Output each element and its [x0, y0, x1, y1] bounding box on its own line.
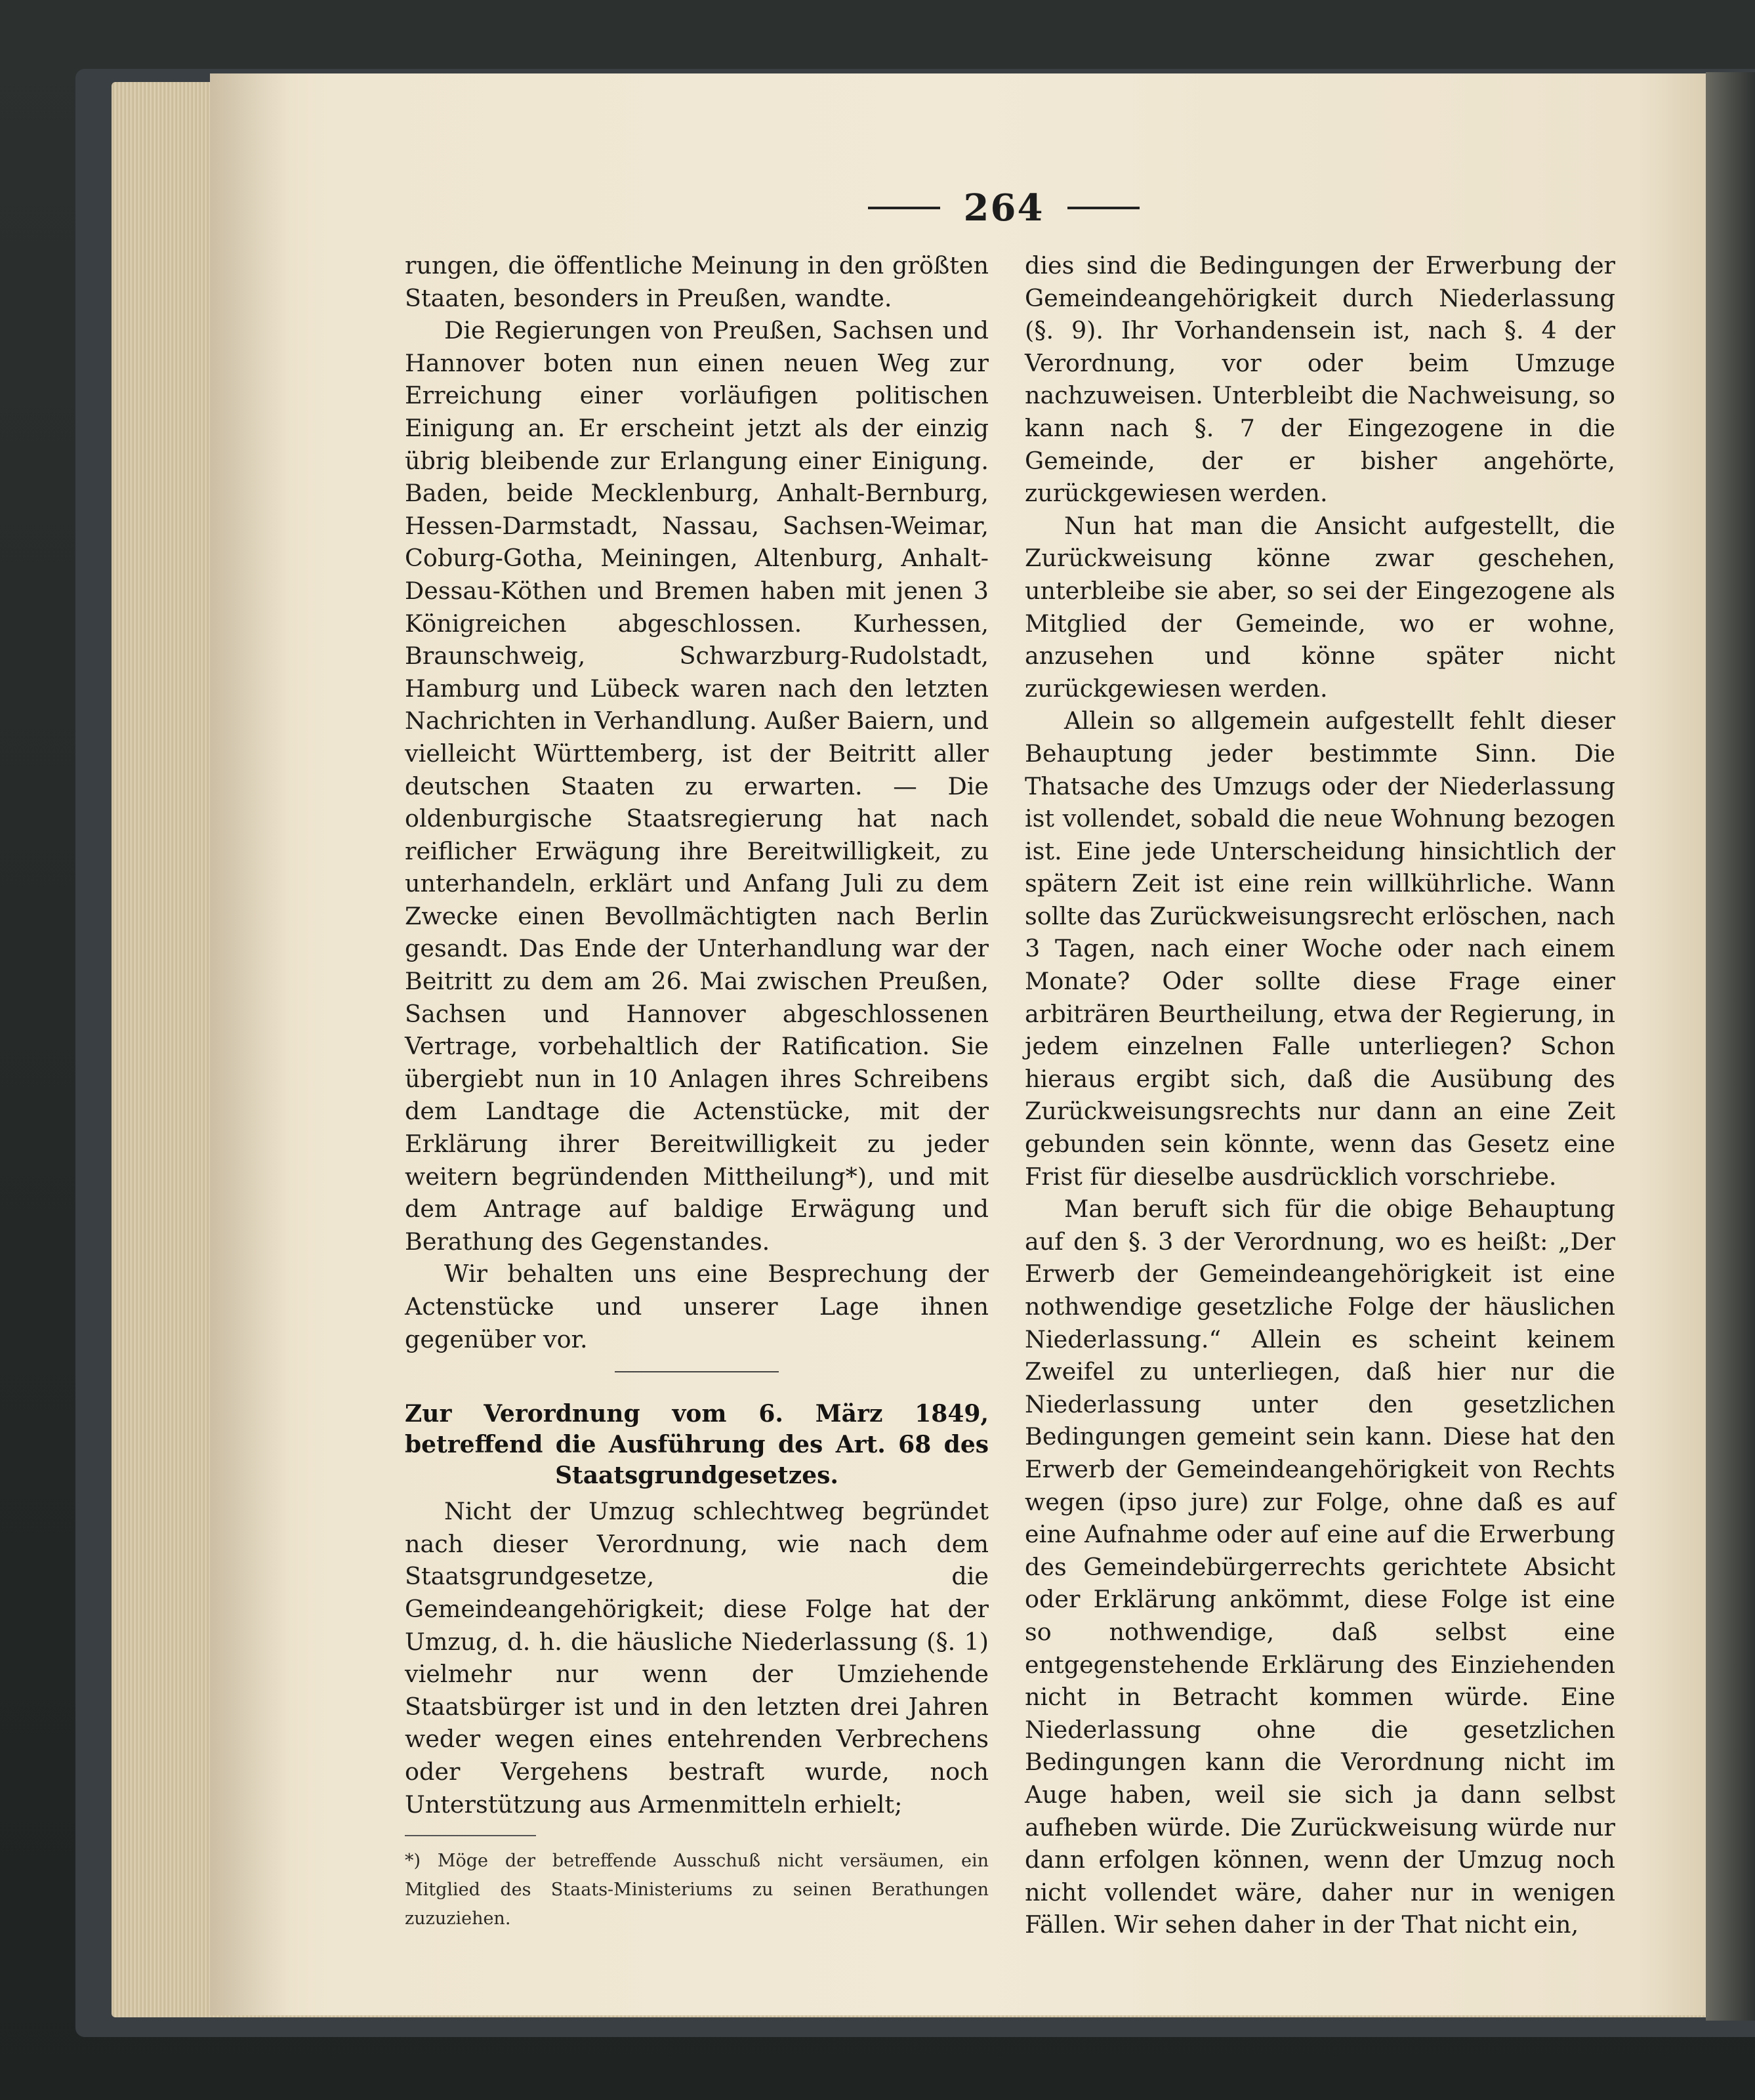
- paragraph: rungen, die öffentliche Meinung in den größten Staaten, besonders in Preußen, wandte.: [405, 251, 989, 312]
- paragraph: Nun hat man die Ansicht aufgestellt, die Zurückweisung könne zwar geschehen, unterbleibe sie aber, so sei der Eingezogene als Mitglied der Gemeinde, wo er wohne, anzusehen und könne später nicht zurückgewiesen werden.: [1025, 511, 1615, 703]
- page-header: [833, 185, 1174, 231]
- right-column: [1025, 249, 1615, 1941]
- section-heading: Zur Verordnung vom 6. März 1849, betreffend die Ausführung des Art. 68 des Staatsgrundgesetzes.: [405, 1400, 989, 1490]
- footnote: *) Möge der betreffende Ausschuß nicht versäumen, ein Mitglied des Staats-Ministeriums zu seinen Berathungen zuzuziehen.: [405, 1851, 989, 1929]
- footnote-divider: [405, 1835, 536, 1836]
- section-divider: [615, 1371, 779, 1372]
- paragraph: dies sind die Bedingungen der Erwerbung der Gemeindeangehörigkeit durch Niederlassung (§. 9). Ihr Vorhandensein ist, nach §. 4 der Verordnung, vor oder beim Umzuge nachzuweisen. Unterbleibt die Nachweisung, so kann nach §. 7 der Eingezogene in die Gemeinde, der er bisher angehörte, zurückgewiesen werden.: [1025, 251, 1615, 508]
- header-dash-right: [1067, 207, 1140, 209]
- paragraph: Wir behalten uns eine Besprechung der Actenstücke und unserer Lage ihnen gegenüber vor.: [405, 1260, 989, 1353]
- paragraph: Die Regierungen von Preußen, Sachsen und Hannover boten nun einen neuen Weg zur Erreichung einer vorläufigen politischen Einigung an. Er erscheint jetzt als der einzig übrig bleibende zur Erlangung einer Einigung. Baden, beide Mecklenburg, Anhalt-Bernburg, Hessen-Darmstadt, Nassau, Sachsen-Weimar, Coburg-Gotha, Meiningen, Altenburg, Anhalt-Dessau-Köthen und Bremen haben mit jenen 3 Königreichen abgeschlossen. Kurhessen, Braunschweig, Schwarzburg-Rudolstadt, Hamburg und Lübeck waren nach den letzten Nachrichten in Verhandlung. Außer Baiern, und vielleicht Württemberg, ist der Beitritt aller deutschen Staaten zu erwarten. — Die oldenburgische Staatsregierung hat nach reiflicher Erwägung ihre Bereitwilligkeit, zu unterhandeln, erklärt und Anfang Juli zu dem Zwecke einen Bevollmächtigten nach Berlin gesandt. Das Ende der Unterhandlung war der Beitritt zu dem am 26. Mai zwischen Preußen, Sachsen und Hannover abgeschlossenen Vertrage, vorbehaltlich der Ratification. Sie übergiebt nun in 10 Anlagen ihres Schreibens dem Landtage die Actenstücke, mit der Erklärung ihrer Bereitwilligkeit zu jeder weitern begründenden Mittheilung*), und mit dem Antrage auf baldige Erwägung und Berathung des Gegenstandes.: [405, 316, 989, 1256]
- page-number: 264: [963, 186, 1044, 230]
- left-column: [405, 249, 989, 1933]
- header-dash-left: [868, 207, 940, 209]
- paragraph: Man beruft sich für die obige Behauptung auf den §. 3 der Verordnung, wo es heißt: „Der Erwerb der Gemeindeangehörigkeit ist eine nothwendige gesetzliche Folge der häuslichen Niederlassung.“ Allein es scheint keinem Zweifel zu unterliegen, daß hier nur die Niederlassung unter den gesetzlichen Bedingungen gemeint sein kann. Diese hat den Erwerb der Gemeindeangehörigkeit von Rechts wegen (ipso jure) zur Folge, ohne daß es auf eine Aufnahme oder auf eine auf die Erwerbung des Gemeindebürgerrechts gerichtete Absicht oder Erklärung ankömmt, diese Folge ist eine so nothwendige, daß selbst eine entgegenstehende Erklärung des Einziehenden nicht in Betracht kommen würde. Eine Niederlassung ohne die gesetzlichen Bedingungen kann die Verordnung nicht im Auge haben, weil sie sich ja dann selbst aufheben würde. Die Zurückweisung würde nur dann erfolgen können, wenn der Umzug noch nicht vollendet wäre, daher nur in wenigen Fällen. Wir sehen daher in der That nicht ein,: [1025, 1195, 1615, 1939]
- paragraph: Allein so allgemein aufgestellt fehlt dieser Behauptung jeder bestimmte Sinn. Die Thatsache des Umzugs oder der Niederlassung ist vollendet, sobald die neue Wohnung bezogen ist. Eine jede Unterscheidung hinsichtlich der spätern Zeit ist eine rein willkührliche. Wann sollte das Zurückweisungsrecht erlöschen, nach 3 Tagen, nach einer Woche oder nach einem Monate? Oder sollte diese Frage einer arbiträren Beurtheilung, etwa der Regierung, in jedem einzelnen Falle unterliegen? Schon hieraus ergibt sich, daß die Ausübung des Zurückweisungsrechts nur dann an eine Zeit gebunden sein könnte, wenn das Gesetz eine Frist für dieselbe ausdrücklich vorschriebe.: [1025, 707, 1615, 1191]
- facing-page-edge: [1706, 72, 1755, 2021]
- paragraph: Nicht der Umzug schlechtweg begründet nach dieser Verordnung, wie nach dem Staatsgrundgesetze, die Gemeindeangehörigkeit; diese Folge hat der Umzug, d. h. die häusliche Niederlassung (§. 1) vielmehr nur wenn der Umziehende Staatsbürger ist und in den letzten drei Jahren weder wegen eines entehrenden Verbrechens oder Vergehens bestraft wurde, noch Unterstützung aus Armenmitteln erhielt;: [405, 1497, 989, 1819]
- gutter-shadow: [210, 73, 289, 2015]
